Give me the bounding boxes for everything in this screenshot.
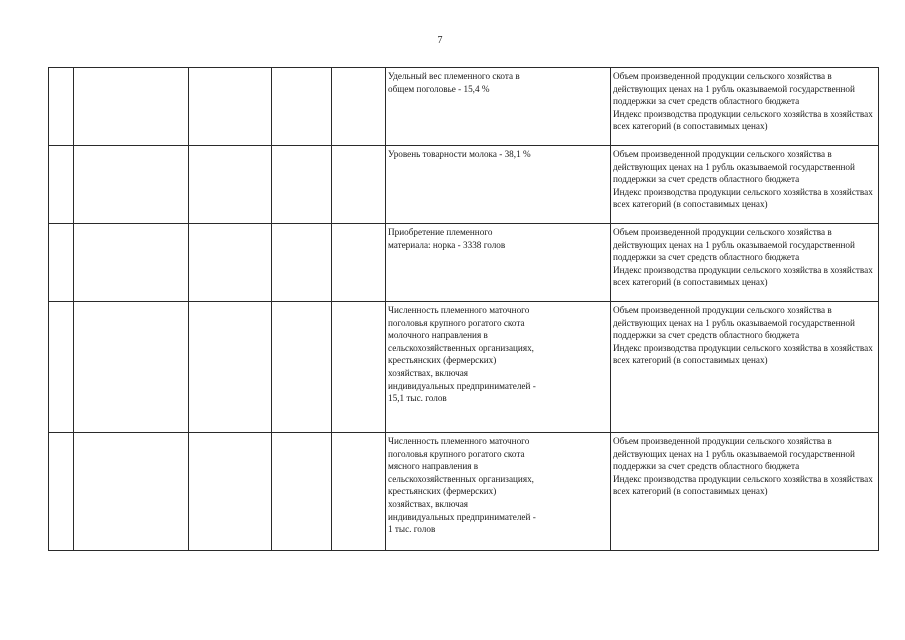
program-indicators-table bbox=[48, 67, 879, 551]
table-row bbox=[49, 68, 879, 146]
target-text: Объем произведенной продукции сельского хозяйства в действующих ценах на 1 рубль оказываемой государственной поддержки за счет средств областного бюджета bbox=[613, 305, 855, 341]
cell-number bbox=[49, 146, 74, 224]
indicator-text: Удельный вес племенного скота в общем поголовье - 15,4 % bbox=[388, 71, 520, 94]
indicator-text: Численность племенного маточного поголовья крупного рогатого скота молочного направления в сельскохозяйственных организациях, крестьянских (фермерских) хозяйствах, включая индивидуальных предпринимателей - 15,1 тыс. голов bbox=[388, 305, 536, 404]
cell-start bbox=[272, 68, 332, 146]
cell-target bbox=[611, 68, 879, 146]
cell-indicator bbox=[386, 302, 611, 433]
cell-target bbox=[611, 302, 879, 433]
cell-start bbox=[272, 433, 332, 551]
table-row bbox=[49, 433, 879, 551]
target-text: Объем произведенной продукции сельского хозяйства в действующих ценах на 1 рубль оказываемой государственной поддержки за счет средств областного бюджета bbox=[613, 149, 855, 185]
cell-target bbox=[611, 146, 879, 224]
cell-name bbox=[74, 68, 189, 146]
cell-executor bbox=[189, 302, 272, 433]
indicator-text: Приобретение племенного материала: норка - 3338 голов bbox=[388, 227, 506, 250]
indicator-text: Численность племенного маточного поголовья крупного рогатого скота мясного направления в сельскохозяйственных организациях, крестьянских (фермерских) хозяйствах, включая индивидуальных предпринимателей - 1 тыс. голов bbox=[388, 436, 536, 535]
cell-name bbox=[74, 433, 189, 551]
target-text: Индекс производства продукции сельского хозяйства в хозяйствах всех категорий (в сопоставимых ценах) bbox=[613, 186, 873, 210]
target-text: Индекс производства продукции сельского хозяйства в хозяйствах всех категорий (в сопоставимых ценах) bbox=[613, 264, 873, 288]
cell-number bbox=[49, 224, 74, 302]
cell-number bbox=[49, 433, 74, 551]
cell-executor bbox=[189, 68, 272, 146]
cell-name bbox=[74, 302, 189, 433]
target-text: Индекс производства продукции сельского хозяйства в хозяйствах всех категорий (в сопоставимых ценах) bbox=[613, 342, 873, 366]
cell-indicator bbox=[386, 433, 611, 551]
cell-start bbox=[272, 146, 332, 224]
cell-end bbox=[332, 224, 386, 302]
cell-name bbox=[74, 146, 189, 224]
cell-start bbox=[272, 302, 332, 433]
cell-indicator bbox=[386, 146, 611, 224]
table-row bbox=[49, 146, 879, 224]
cell-target bbox=[611, 224, 879, 302]
indicator-text: Уровень товарности молока - 38,1 % bbox=[388, 149, 531, 159]
cell-end bbox=[332, 433, 386, 551]
cell-start bbox=[272, 224, 332, 302]
cell-end bbox=[332, 302, 386, 433]
cell-end bbox=[332, 146, 386, 224]
cell-number bbox=[49, 68, 74, 146]
cell-executor bbox=[189, 224, 272, 302]
table-row bbox=[49, 302, 879, 433]
target-text: Объем произведенной продукции сельского хозяйства в действующих ценах на 1 рубль оказываемой государственной поддержки за счет средств областного бюджета bbox=[613, 71, 855, 107]
cell-executor bbox=[189, 146, 272, 224]
page-number: 7 bbox=[437, 35, 443, 46]
cell-end bbox=[332, 68, 386, 146]
target-text: Индекс производства продукции сельского хозяйства в хозяйствах всех категорий (в сопоставимых ценах) bbox=[613, 473, 873, 497]
table-row bbox=[49, 224, 879, 302]
cell-name bbox=[74, 224, 189, 302]
cell-number bbox=[49, 302, 74, 433]
target-text: Индекс производства продукции сельского хозяйства в хозяйствах всех категорий (в сопоставимых ценах) bbox=[613, 108, 873, 132]
cell-indicator bbox=[386, 68, 611, 146]
cell-executor bbox=[189, 433, 272, 551]
target-text: Объем произведенной продукции сельского хозяйства в действующих ценах на 1 рубль оказываемой государственной поддержки за счет средств областного бюджета bbox=[613, 227, 855, 263]
cell-indicator bbox=[386, 224, 611, 302]
cell-target bbox=[611, 433, 879, 551]
target-text: Объем произведенной продукции сельского хозяйства в действующих ценах на 1 рубль оказываемой государственной поддержки за счет средств областного бюджета bbox=[613, 436, 855, 472]
